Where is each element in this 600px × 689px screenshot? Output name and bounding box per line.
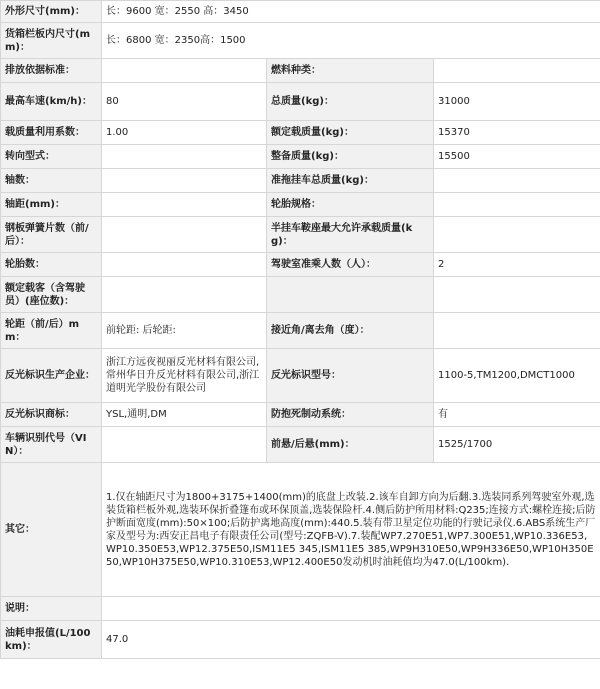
row-label-left: 轴数： — [1, 169, 102, 193]
row-label: 油耗申报值(L/100km)： — [1, 621, 102, 659]
row-value-right: 31000 — [434, 83, 600, 121]
row-value-left — [102, 193, 267, 217]
row-value-left — [102, 145, 267, 169]
table-row — [1, 217, 600, 253]
row-value-right — [434, 313, 600, 349]
table-row — [1, 193, 600, 217]
table-row — [1, 169, 600, 193]
row-value-left — [102, 427, 267, 463]
table-row — [1, 427, 600, 463]
row-label-right: 整备质量(kg)： — [267, 145, 434, 169]
row-value: 1.仅在轴距尺寸为1800+3175+1400(mm)的底盘上改装.2.该车自卸方向为后翻.3.选装同系列驾驶室外观,选装货箱栏板外观,选装环保折叠篷布或环保顶盖,选装保险杆.4.侧后防护所用材料:Q235;连接方式:螺栓连接;后防护断面宽度(mm):50×100;后防护离地高度(mm):440.5.装有带卫星定位功能的行驶记录仪.6.ABS系统生产厂家及型号为:西安正昌电子有限责任公司(型号:ZQFB-V).7.装配WP7.270E51,WP7.300E51,WP10.336E53,WP10.350E53,WP12.375E50,ISM11E5 345,ISM11E5 385,WP9H310E50,WP9H336E50,WP10H350E50,WP10H375E50,WP10.310E53,WP12.400E50发动机时油耗值均为47.0(L/100km). — [102, 463, 600, 597]
row-label-left: 车辆识别代号（VIN）： — [1, 427, 102, 463]
row-label-right: 额定载质量(kg)： — [267, 121, 434, 145]
row-label-left: 转向型式： — [1, 145, 102, 169]
row-label-left: 反光标识生产企业： — [1, 349, 102, 403]
row-value-right — [434, 217, 600, 253]
row-value-left — [102, 253, 267, 277]
row-label-left: 排放依据标准： — [1, 59, 102, 83]
row-value-left — [102, 217, 267, 253]
row-label-left: 钢板弹簧片数（前/后）： — [1, 217, 102, 253]
row-label-right: 接近角/离去角（度）： — [267, 313, 434, 349]
row-value-right: 2 — [434, 253, 600, 277]
row-label-right: 防抱死制动系统： — [267, 403, 434, 427]
row-label: 外形尺寸(mm)： — [1, 1, 102, 23]
table-row — [1, 83, 600, 121]
row-value: 47.0 — [102, 621, 600, 659]
row-label-right: 总质量(kg)： — [267, 83, 434, 121]
table-row — [1, 121, 600, 145]
table-row — [1, 597, 600, 621]
row-value-left: 浙江方远夜视丽反光材料有限公司,常州华日升反光材料有限公司,浙江道明光学股份有限公司 — [102, 349, 267, 403]
row-value-right — [434, 169, 600, 193]
row-value-right: 有 — [434, 403, 600, 427]
row-value-left: 1.00 — [102, 121, 267, 145]
row-label-right: 反光标识型号： — [267, 349, 434, 403]
row-label-right — [267, 277, 434, 313]
row-value-left: YSL,通明,DM — [102, 403, 267, 427]
table-row — [1, 403, 600, 427]
table-row — [1, 59, 600, 83]
row-value-left — [102, 59, 267, 83]
row-label: 其它： — [1, 463, 102, 597]
row-label-right: 半挂车鞍座最大允许承载质量(kg)： — [267, 217, 434, 253]
table-row — [1, 277, 600, 313]
table-row — [1, 145, 600, 169]
row-label-right: 燃料种类： — [267, 59, 434, 83]
row-label-right: 驾驶室准乘人数（人）： — [267, 253, 434, 277]
table-row — [1, 253, 600, 277]
row-value-right — [434, 59, 600, 83]
row-label-right: 前悬/后悬(mm)： — [267, 427, 434, 463]
row-value-right: 1525/1700 — [434, 427, 600, 463]
row-label-left: 最高车速(km/h)： — [1, 83, 102, 121]
row-value: 长：9600 宽：2550 高：3450 — [102, 1, 600, 23]
row-value-left: 前轮距: 后轮距: — [102, 313, 267, 349]
row-value: 长：6800 宽：2350高：1500 — [102, 23, 600, 59]
row-label-left: 载质量利用系数： — [1, 121, 102, 145]
row-label-left: 轮胎数： — [1, 253, 102, 277]
table-row — [1, 23, 600, 59]
row-value — [102, 597, 600, 621]
row-label-left: 反光标识商标： — [1, 403, 102, 427]
row-label-left: 轴距(mm)： — [1, 193, 102, 217]
row-value-right — [434, 277, 600, 313]
table-row — [1, 463, 600, 597]
row-label-left: 轮距（前/后）mm： — [1, 313, 102, 349]
row-label-right: 轮胎规格： — [267, 193, 434, 217]
row-label: 货箱栏板内尺寸(mm)： — [1, 23, 102, 59]
row-value-right: 15370 — [434, 121, 600, 145]
row-label: 说明： — [1, 597, 102, 621]
row-label-left: 额定载客（含驾驶员）(座位数)： — [1, 277, 102, 313]
row-value-right: 15500 — [434, 145, 600, 169]
row-value-left — [102, 277, 267, 313]
row-value-right — [434, 193, 600, 217]
row-value-right: 1100-5,TM1200,DMCT1000 — [434, 349, 600, 403]
row-label-right: 准拖挂车总质量(kg)： — [267, 169, 434, 193]
row-value-left — [102, 169, 267, 193]
row-value-left: 80 — [102, 83, 267, 121]
table-row — [1, 313, 600, 349]
table-row — [1, 1, 600, 23]
table-row — [1, 621, 600, 659]
table-row — [1, 349, 600, 403]
